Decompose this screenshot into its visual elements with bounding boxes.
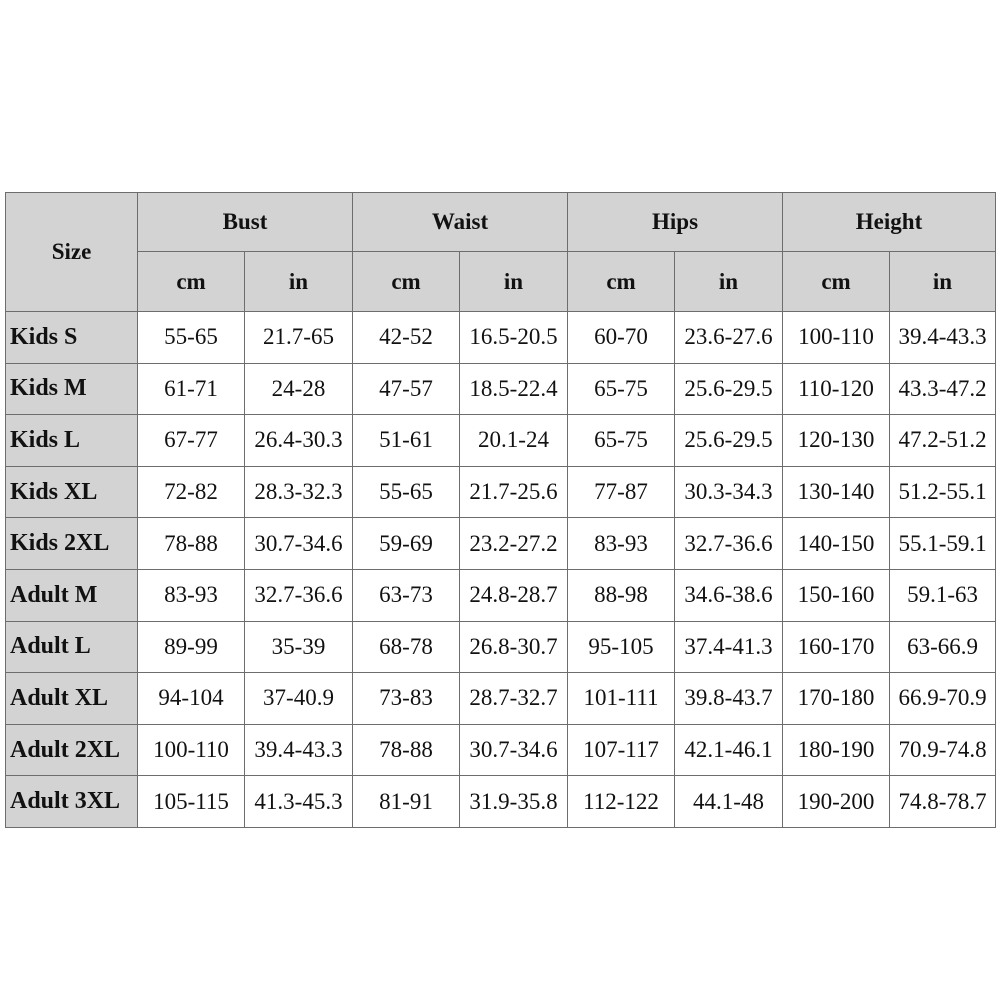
measurement-cell: 101-111 bbox=[568, 673, 675, 725]
measurement-cell: 32.7-36.6 bbox=[245, 569, 353, 621]
measurement-cell: 24-28 bbox=[245, 363, 353, 415]
measurement-cell: 39.8-43.7 bbox=[675, 673, 783, 725]
measurement-cell: 160-170 bbox=[783, 621, 890, 673]
measurement-cell: 32.7-36.6 bbox=[675, 518, 783, 570]
measurement-cell: 24.8-28.7 bbox=[460, 569, 568, 621]
size-label: Adult M bbox=[6, 569, 138, 621]
unit-header: in bbox=[245, 252, 353, 312]
size-label: Adult L bbox=[6, 621, 138, 673]
measurement-cell: 43.3-47.2 bbox=[890, 363, 996, 415]
measurement-cell: 95-105 bbox=[568, 621, 675, 673]
group-header-waist: Waist bbox=[353, 193, 568, 252]
size-label: Adult XL bbox=[6, 673, 138, 725]
measurement-cell: 63-66.9 bbox=[890, 621, 996, 673]
measurement-cell: 130-140 bbox=[783, 466, 890, 518]
measurement-cell: 23.6-27.6 bbox=[675, 312, 783, 364]
measurement-cell: 100-110 bbox=[783, 312, 890, 364]
measurement-cell: 59-69 bbox=[353, 518, 460, 570]
measurement-cell: 112-122 bbox=[568, 776, 675, 828]
size-label: Kids S bbox=[6, 312, 138, 364]
size-chart-table bbox=[5, 192, 996, 828]
size-rows bbox=[6, 312, 996, 828]
measurement-cell: 150-160 bbox=[783, 569, 890, 621]
measurement-cell: 68-78 bbox=[353, 621, 460, 673]
measurement-cell: 74.8-78.7 bbox=[890, 776, 996, 828]
measurement-cell: 70.9-74.8 bbox=[890, 724, 996, 776]
measurement-cell: 37-40.9 bbox=[245, 673, 353, 725]
unit-header: in bbox=[460, 252, 568, 312]
measurement-cell: 66.9-70.9 bbox=[890, 673, 996, 725]
measurement-cell: 63-73 bbox=[353, 569, 460, 621]
measurement-cell: 42-52 bbox=[353, 312, 460, 364]
measurement-cell: 140-150 bbox=[783, 518, 890, 570]
measurement-cell: 21.7-65 bbox=[245, 312, 353, 364]
measurement-cell: 88-98 bbox=[568, 569, 675, 621]
measurement-cell: 31.9-35.8 bbox=[460, 776, 568, 828]
size-label: Kids L bbox=[6, 415, 138, 467]
measurement-cell: 25.6-29.5 bbox=[675, 363, 783, 415]
table-row bbox=[6, 621, 996, 673]
unit-header: cm bbox=[353, 252, 460, 312]
size-label: Adult 3XL bbox=[6, 776, 138, 828]
measurement-cell: 41.3-45.3 bbox=[245, 776, 353, 828]
measurement-cell: 65-75 bbox=[568, 363, 675, 415]
measurement-cell: 81-91 bbox=[353, 776, 460, 828]
measurement-cell: 37.4-41.3 bbox=[675, 621, 783, 673]
measurement-cell: 25.6-29.5 bbox=[675, 415, 783, 467]
unit-header: in bbox=[675, 252, 783, 312]
measurement-cell: 59.1-63 bbox=[890, 569, 996, 621]
measurement-cell: 26.4-30.3 bbox=[245, 415, 353, 467]
unit-header: in bbox=[890, 252, 996, 312]
measurement-cell: 65-75 bbox=[568, 415, 675, 467]
group-header-height: Height bbox=[783, 193, 996, 252]
table-row bbox=[6, 724, 996, 776]
measurement-cell: 61-71 bbox=[138, 363, 245, 415]
group-header-hips: Hips bbox=[568, 193, 783, 252]
measurement-cell: 55.1-59.1 bbox=[890, 518, 996, 570]
measurement-cell: 73-83 bbox=[353, 673, 460, 725]
measurement-cell: 120-130 bbox=[783, 415, 890, 467]
unit-header: cm bbox=[138, 252, 245, 312]
table-row bbox=[6, 363, 996, 415]
measurement-cell: 28.7-32.7 bbox=[460, 673, 568, 725]
measurement-cell: 26.8-30.7 bbox=[460, 621, 568, 673]
measurement-cell: 55-65 bbox=[353, 466, 460, 518]
measurement-cell: 100-110 bbox=[138, 724, 245, 776]
measurement-cell: 107-117 bbox=[568, 724, 675, 776]
measurement-cell: 60-70 bbox=[568, 312, 675, 364]
measurement-cell: 78-88 bbox=[138, 518, 245, 570]
table-row bbox=[6, 776, 996, 828]
measurement-cell: 39.4-43.3 bbox=[890, 312, 996, 364]
measurement-cell: 18.5-22.4 bbox=[460, 363, 568, 415]
measurement-cell: 21.7-25.6 bbox=[460, 466, 568, 518]
size-label: Kids 2XL bbox=[6, 518, 138, 570]
measurement-cell: 47.2-51.2 bbox=[890, 415, 996, 467]
measurement-cell: 16.5-20.5 bbox=[460, 312, 568, 364]
table-row bbox=[6, 518, 996, 570]
measurement-cell: 105-115 bbox=[138, 776, 245, 828]
size-label: Kids M bbox=[6, 363, 138, 415]
measurement-cell: 83-93 bbox=[138, 569, 245, 621]
measurement-cell: 180-190 bbox=[783, 724, 890, 776]
measurement-cell: 51.2-55.1 bbox=[890, 466, 996, 518]
measurement-cell: 34.6-38.6 bbox=[675, 569, 783, 621]
measurement-cell: 170-180 bbox=[783, 673, 890, 725]
unit-header-row bbox=[6, 252, 996, 312]
measurement-cell: 83-93 bbox=[568, 518, 675, 570]
table-row bbox=[6, 466, 996, 518]
measurement-cell: 35-39 bbox=[245, 621, 353, 673]
measurement-cell: 67-77 bbox=[138, 415, 245, 467]
measurement-cell: 55-65 bbox=[138, 312, 245, 364]
measurement-cell: 20.1-24 bbox=[460, 415, 568, 467]
size-header: Size bbox=[6, 193, 138, 312]
measurement-cell: 77-87 bbox=[568, 466, 675, 518]
measurement-cell: 30.7-34.6 bbox=[245, 518, 353, 570]
measurement-cell: 94-104 bbox=[138, 673, 245, 725]
group-header-row bbox=[6, 193, 996, 252]
unit-header: cm bbox=[568, 252, 675, 312]
size-label: Kids XL bbox=[6, 466, 138, 518]
measurement-cell: 47-57 bbox=[353, 363, 460, 415]
measurement-cell: 110-120 bbox=[783, 363, 890, 415]
group-header-bust: Bust bbox=[138, 193, 353, 252]
measurement-cell: 30.3-34.3 bbox=[675, 466, 783, 518]
measurement-cell: 28.3-32.3 bbox=[245, 466, 353, 518]
size-label: Adult 2XL bbox=[6, 724, 138, 776]
measurement-cell: 72-82 bbox=[138, 466, 245, 518]
unit-header: cm bbox=[783, 252, 890, 312]
measurement-cell: 44.1-48 bbox=[675, 776, 783, 828]
table-row bbox=[6, 569, 996, 621]
measurement-cell: 190-200 bbox=[783, 776, 890, 828]
measurement-cell: 39.4-43.3 bbox=[245, 724, 353, 776]
table-row bbox=[6, 673, 996, 725]
measurement-cell: 42.1-46.1 bbox=[675, 724, 783, 776]
measurement-cell: 89-99 bbox=[138, 621, 245, 673]
measurement-cell: 78-88 bbox=[353, 724, 460, 776]
table-row bbox=[6, 415, 996, 467]
measurement-cell: 23.2-27.2 bbox=[460, 518, 568, 570]
table-row bbox=[6, 312, 996, 364]
measurement-cell: 51-61 bbox=[353, 415, 460, 467]
measurement-cell: 30.7-34.6 bbox=[460, 724, 568, 776]
